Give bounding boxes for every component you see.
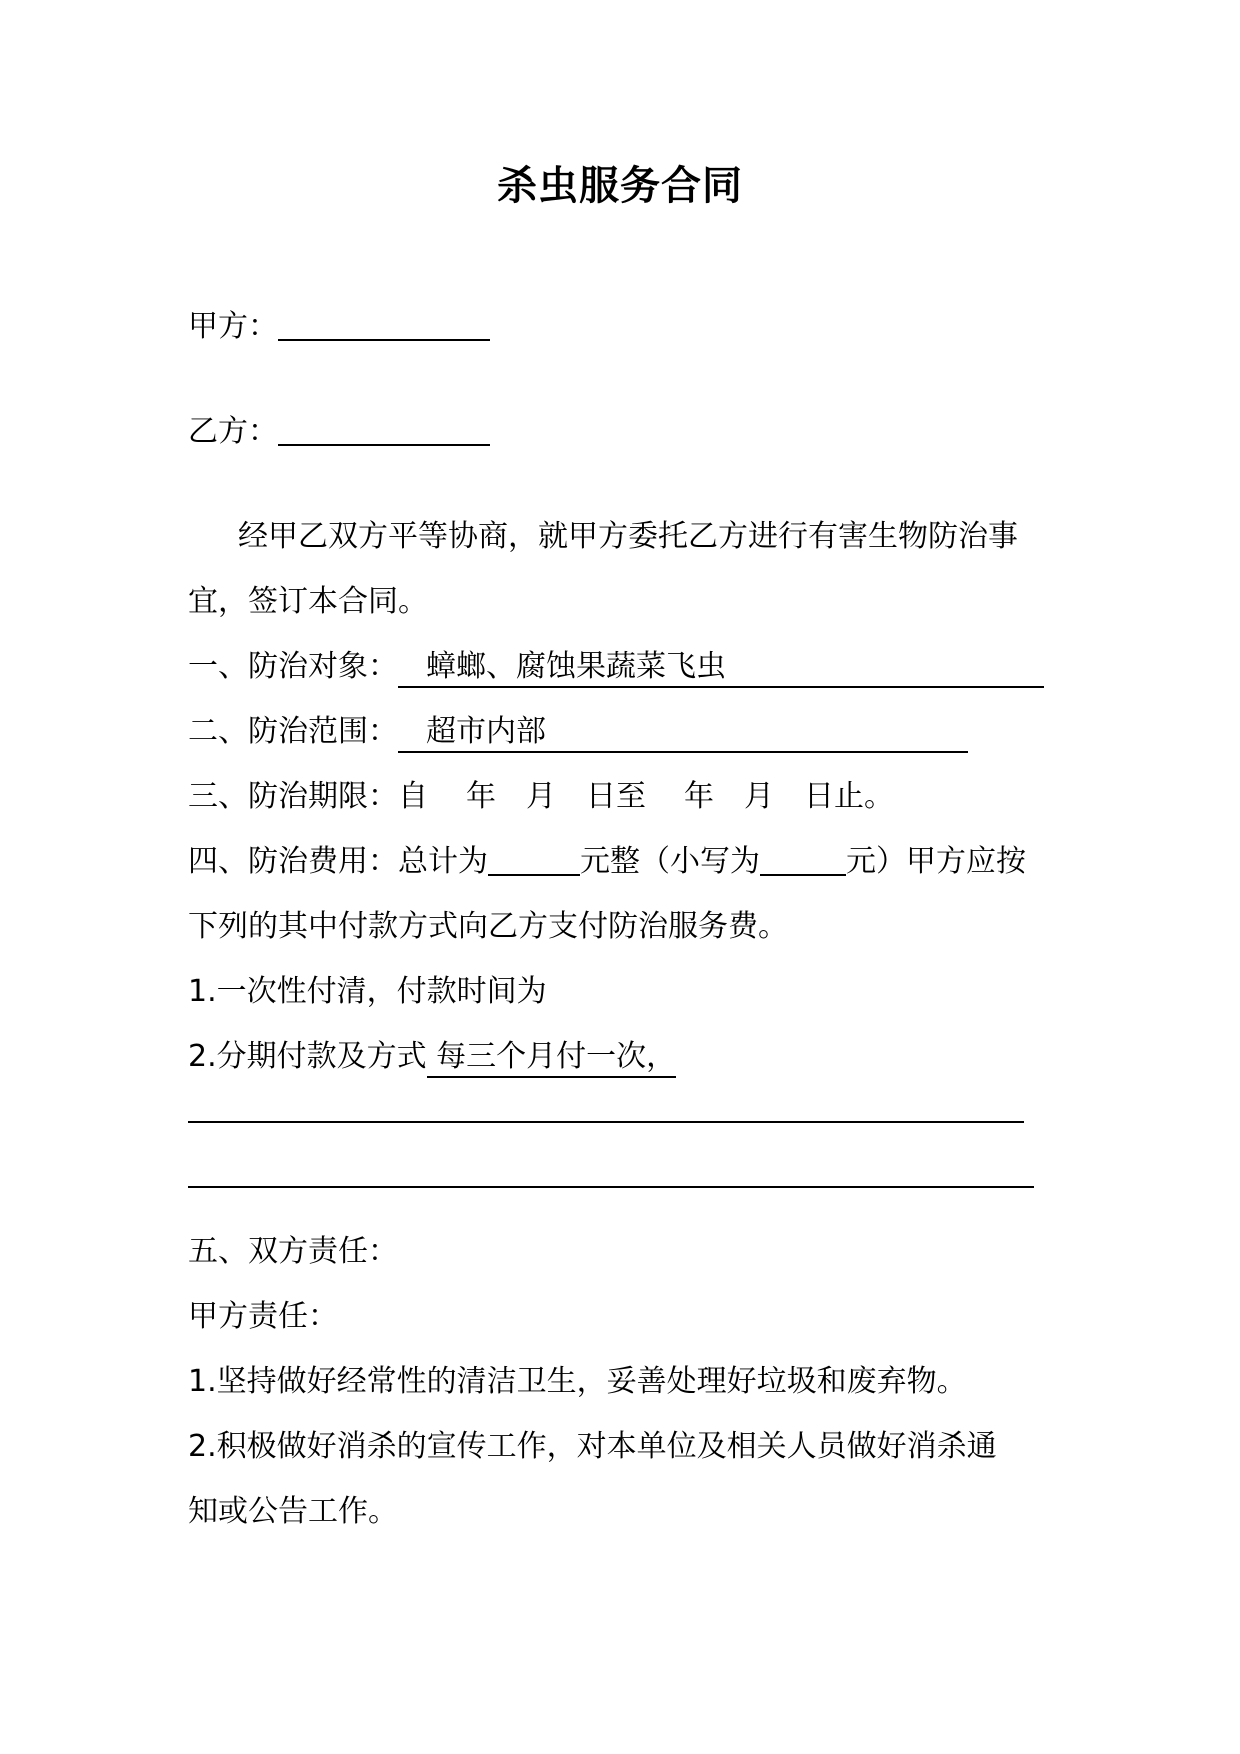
period-year-1: 年 <box>466 779 496 814</box>
intro-line-1: 经甲乙双方平等协商，就甲方委托乙方进行有害生物防治事 <box>238 519 1018 554</box>
section-2-line <box>188 714 968 753</box>
blank-rule-2 <box>188 1186 1034 1188</box>
payment-item-2 <box>188 1039 677 1078</box>
fee-total-suffix: 元整（小写为 <box>580 844 760 879</box>
party-b-label: 乙方： <box>188 414 278 449</box>
party-a-duty-item-2-line-1: 2.积极做好消杀的宣传工作，对本单位及相关人员做好消杀通 <box>188 1429 997 1464</box>
fee-small-suffix: 元）甲方应按 <box>846 844 1026 879</box>
section-2-label: 二、防治范围： <box>188 714 398 749</box>
payment-item-1: 1.一次性付清，付款时间为 <box>188 974 547 1009</box>
period-month-2: 月 <box>744 779 774 814</box>
fee-small-blank <box>760 848 846 876</box>
fee-total-blank <box>488 848 580 876</box>
period-year-2: 年 <box>684 779 714 814</box>
section-3-line <box>188 779 894 814</box>
payment-item-2-label: 2.分期付款及方式 <box>188 1039 427 1074</box>
party-a-duty-item-2-line-2: 知或公告工作。 <box>188 1494 398 1529</box>
party-a-duty-label: 甲方责任： <box>188 1299 338 1334</box>
party-a-label: 甲方： <box>188 309 278 344</box>
blank-rule-1 <box>188 1121 1024 1123</box>
section-4-line-2: 下列的其中付款方式向乙方支付防治服务费。 <box>188 909 788 944</box>
intro-line-2: 宜，签订本合同。 <box>188 584 428 619</box>
payment-item-2-value: 每三个月付一次， <box>427 1042 677 1078</box>
section-5-label: 五、双方责任： <box>188 1234 398 1269</box>
section-1-line <box>188 649 1044 688</box>
period-day-end: 日止。 <box>804 779 894 814</box>
section-4-line <box>188 844 1026 879</box>
party-a-line <box>188 309 490 344</box>
period-month-1: 月 <box>526 779 556 814</box>
section-4-label: 四、防治费用： <box>188 844 398 879</box>
party-a-blank <box>278 313 490 341</box>
section-1-value: 蟑螂、腐蚀果蔬菜飞虫 <box>398 652 1044 688</box>
period-day-to: 日至 <box>586 779 646 814</box>
section-2-value: 超市内部 <box>398 717 968 753</box>
party-b-blank <box>278 418 490 446</box>
party-b-line <box>188 414 490 449</box>
page-title: 杀虫服务合同 <box>497 163 743 209</box>
section-3-label: 三、防治期限： <box>188 779 398 814</box>
party-a-duty-item-1: 1.坚持做好经常性的清洁卫生，妥善处理好垃圾和废弃物。 <box>188 1364 967 1399</box>
section-1-label: 一、防治对象： <box>188 649 398 684</box>
period-from: 自 <box>398 779 428 814</box>
fee-total-prefix: 总计为 <box>398 844 488 879</box>
